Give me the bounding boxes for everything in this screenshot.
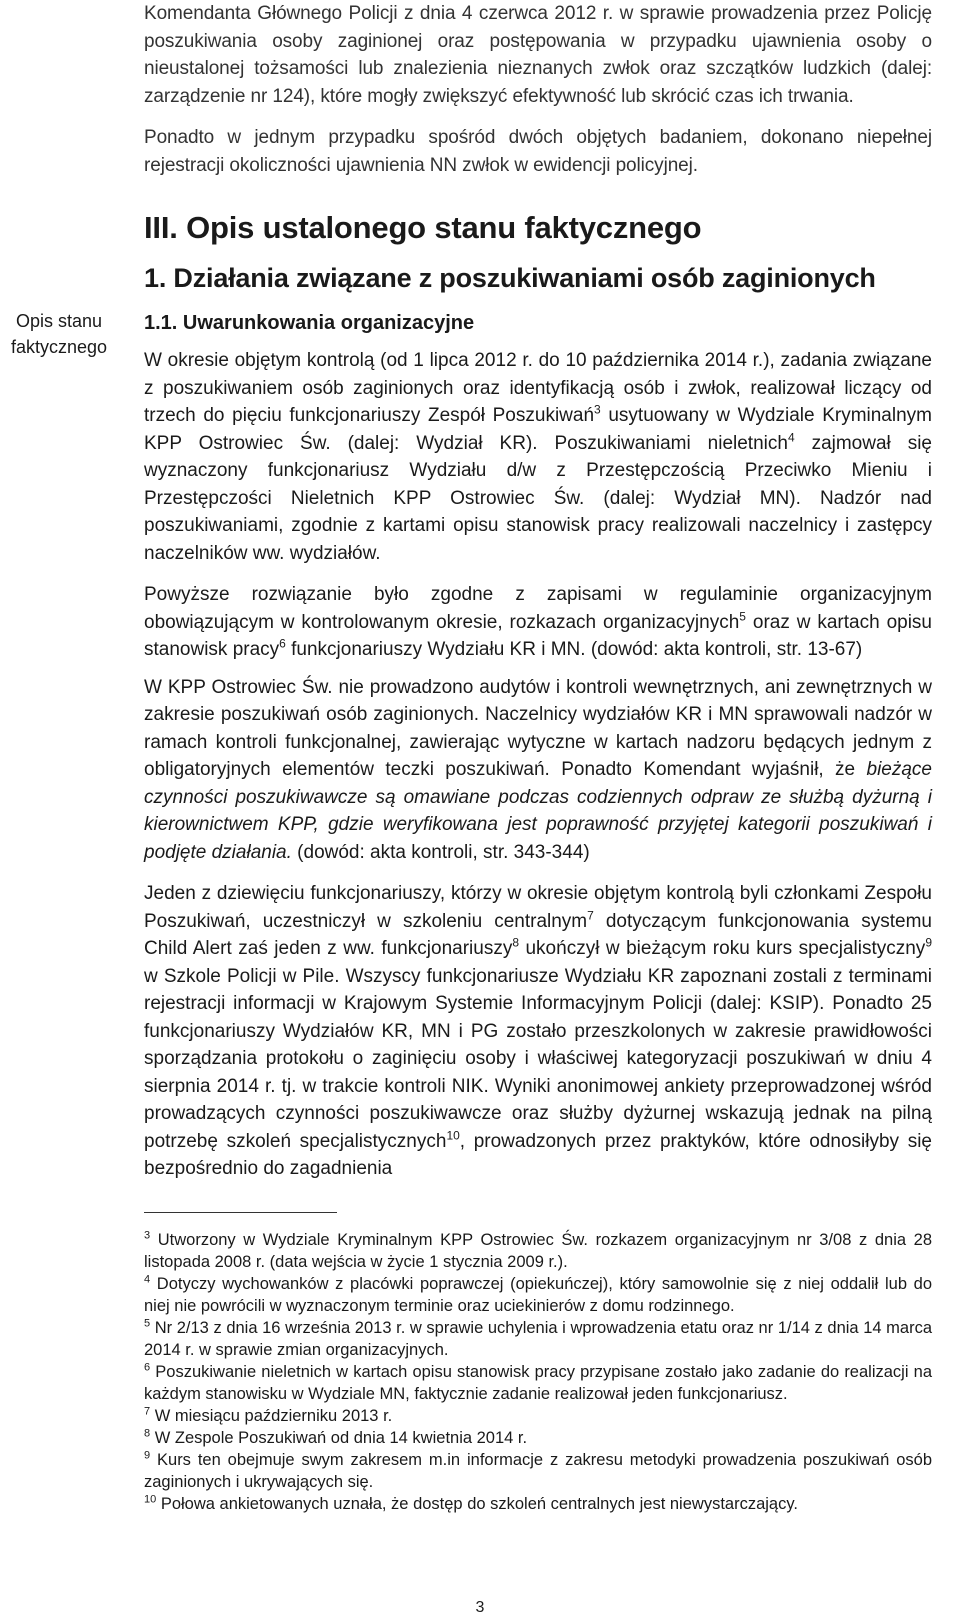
- footnote-text: Kurs ten obejmuje swym zakresem m.in informacje z zakresu metodyki prowadzenia poszukiwań osób zaginionych i ukrywających się.: [144, 1451, 932, 1491]
- footnote-ref: 8: [512, 935, 520, 950]
- footnote-number: 4: [144, 1273, 151, 1286]
- footnote-item: [144, 1229, 932, 1273]
- footnote-number: 7: [144, 1405, 151, 1418]
- footnote-item: [144, 1493, 932, 1515]
- footnote-item: [144, 1361, 932, 1405]
- intro-section: [144, 0, 932, 179]
- footnote-item: [144, 1449, 932, 1493]
- footnote-divider: [144, 1212, 337, 1213]
- footnote-item: [144, 1273, 932, 1317]
- footnote-ref: 5: [739, 609, 746, 624]
- footnote-number: 10: [144, 1493, 157, 1506]
- section-heading: III. Opis ustalonego stanu faktycznego: [144, 210, 702, 245]
- footnote-item: [144, 1405, 932, 1427]
- body-paragraph-2: Powyższe rozwiązanie było zgodne z zapisami w regulaminie organizacyjnym obowiązującym w kontrolowanym okresie, rozkazach organizacyjnych$^5$ oraz w kartach opisu stanowisk pracy$^6$ funkcjonariuszy Wydziału KR i MN. (dowód: akta kontroli, str. 13-67): [144, 584, 932, 660]
- footnote-text: Dotyczy wychowanków z placówki poprawczej (opiekuńczej), który samowolnie się z niej oddalił lub do niej nie powrócili w wyznaczonym terminie oraz uciekinierów z domu rodzinnego.: [144, 1275, 932, 1315]
- footnote-ref: 3: [594, 402, 601, 417]
- footnote-ref: 9: [925, 935, 932, 950]
- footnote-item: [144, 1317, 932, 1361]
- footnote-ref: 6: [279, 636, 286, 651]
- body-paragraph-1: W okresie objętym kontrolą (od 1 lipca 2012 r. do 10 października 2014 r.), zadania związane z poszukiwaniem osób zaginionych oraz identyfikacją osób i zwłok, realizował liczący od trzech do pięciu funkcjonariuszy Zespół Poszukiwań$^3$ usytuowany w Wydziale Kryminalnym KPP Ostrowiec Św. (dalej: Wydział KR). Poszukiwaniami nieletnich$^4$ zajmował się wyznaczony funkcjonariusz Wydziału d/w z Przestępczością Przeciwko Mieniu i Przestępczości Nieletnich KPP Ostrowiec Św. (dalej: Wydział MN). Nadzór nad poszukiwaniami, zgodnie z kartami opisu stanowisk pracy realizowali naczelnicy i zastępcy naczelników ww. wydziałów.: [144, 350, 932, 564]
- quoted-explanation: bieżące czynności poszukiwawcze są omawiane podczas codziennych odpraw ze służbą dyżurną i kierownictwem KPP, gdzie weryfikowana jest poprawność przyjętej kategorii poszukiwań i podjęte działania.: [144, 759, 932, 863]
- footnote-ref: 4: [787, 430, 795, 445]
- margin-note: Opis stanu faktycznego: [10, 311, 108, 357]
- intro-paragraph-2: Ponadto w jednym przypadku spośród dwóch objętych badaniem, dokonano niepełnej rejestracji okoliczności ujawnienia NN zwłok w ewidencji policyjnej.: [144, 127, 932, 176]
- intro-paragraph-1: Komendanta Głównego Policji z dnia 4 czerwca 2012 r. w sprawie prowadzenia przez Policję poszukiwania osoby zaginionej oraz postępowania w przypadku ujawnienia osoby o nieustalonej tożsamości lub znalezienia nieznanych zwłok oraz szczątków ludzkich (dalej: zarządzenie nr 124), które mogły zwiększyć efektywność lub skrócić czas ich trwania.: [144, 3, 932, 107]
- footnote-text: W Zespole Poszukiwań od dnia 14 kwietnia 2014 r.: [150, 1429, 528, 1447]
- footnote-text: Połowa ankietowanych uznała, że dostęp do szkoleń centralnych jest niewystarczający.: [156, 1495, 798, 1513]
- footnote-text: Poszukiwanie nieletnich w kartach opisu stanowisk pracy przypisane zostało jako zadanie do realizacji na każdym stanowisku w Wydziale MN, faktycznie zadanie realizował jeden funkcjonariusz.: [144, 1363, 932, 1403]
- subsubsection-heading: 1.1. Uwarunkowania organizacyjne: [144, 312, 475, 334]
- subsection-heading: 1. Działania związane z poszukiwaniami osób zaginionych: [144, 263, 876, 293]
- footnote-text: W miesiącu październiku 2013 r.: [150, 1407, 393, 1425]
- page-number: 3: [475, 1599, 485, 1616]
- footnote-text: Utworzony w Wydziale Kryminalnym KPP Ostrowiec Św. rozkazem organizacyjnym nr 3/08 z dnia 28 listopada 2008 r. (data wejścia w życie 1 stycznia 2009 r.).: [144, 1231, 932, 1271]
- main-text: [144, 0, 932, 1183]
- footnote-ref: 7: [587, 908, 594, 923]
- footnotes: [144, 1212, 932, 1515]
- footnote-number: 3: [144, 1229, 151, 1242]
- footnote-text: Nr 2/13 z dnia 16 września 2013 r. w sprawie uchylenia i wprowadzenia etatu oraz nr 1/14 z dnia 14 marca 2014 r. w sprawie zmian organizacyjnych.: [144, 1319, 932, 1359]
- body-paragraph-4: Jeden z dziewięciu funkcjonariuszy, którzy w okresie objętym kontrolą byli członkami Zespołu Poszukiwań, uczestniczył w szkoleniu centralnym$^7$ dotyczącym funkcjonowania systemu Child Alert zaś jeden z ww. funkcjonariuszy$^8$ ukończył w bieżącym roku kurs specjalistyczny$^9$ w Szkole Policji w Pile. Wszyscy funkcjonariusze Wydziału KR zapoznani zostali z terminami rejestracji informacji w Krajowym Systemie Informacyjnym Policji (dalej: KSIP). Ponadto 25 funkcjonariuszy Wydziałów KR, MN i PG zostało przeszkolonych w zakresie prawidłowości sporządzania protokołu o zaginięciu osoby i właściwej kategoryzacji poszukiwań w dniu 4 sierpnia 2014 r. tj. w trakcie kontroli NIK. Wyniki anonimowej ankiety przeprowadzonej wśród prowadzących czynności poszukiwawcze oraz służby dyżurnej wskazują jednak na pilną potrzebę szkoleń specjalistycznych$^{10}$, prowadzonych przez praktyków, które odnosiłyby się bezpośrednio do zagadnienia: [144, 883, 932, 1179]
- footnote-number: 6: [144, 1361, 151, 1374]
- footnote-ref: 10: [446, 1128, 460, 1143]
- footnote-item: [144, 1427, 932, 1449]
- footnote-number: 9: [144, 1449, 151, 1462]
- footnote-number: 5: [144, 1317, 151, 1330]
- footnote-list: [144, 1229, 932, 1515]
- body-paragraph-3: W KPP Ostrowiec Św. nie prowadzono audytów i kontroli wewnętrznych, ani zewnętrznych w zakresie poszukiwań osób zaginionych. Naczelnicy wydziałów KR i MN sprawowali nadzór w ramach kontroli funkcjonalnej, zawierając wytyczne w kartach nadzoru będących jednym z obligatoryjnych elementów teczki poszukiwań. Ponadto Komendant wyjaśnił, że bieżące czynności poszukiwawcze są omawiane podczas codziennych odpraw ze służbą dyżurną i kierownictwem KPP, gdzie weryfikowana jest poprawność przyjętej kategorii poszukiwań i podjęte działania. (dowód: akta kontroli, str. 343-344): [144, 676, 932, 863]
- footnote-number: 8: [144, 1427, 151, 1440]
